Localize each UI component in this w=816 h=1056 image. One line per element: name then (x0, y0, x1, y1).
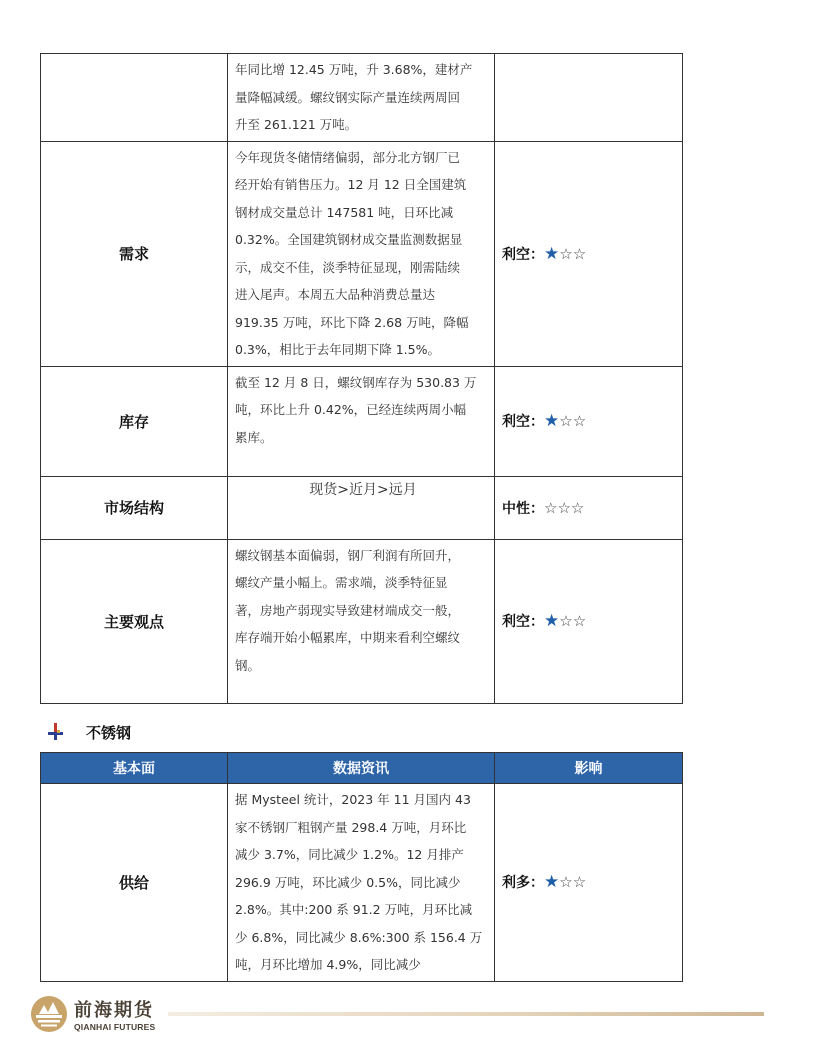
rebar-analysis-table (40, 53, 683, 704)
row-info: 截至 12 月 8 日，螺纹钢库存为 530.83 万 吨，环比上升 0.42%，已经连续两周小幅 累库。 (228, 366, 495, 476)
star-empty-icon: ☆☆ (559, 412, 587, 430)
section-title: 不锈钢 (86, 723, 132, 742)
row-label-supply: 供给 (41, 784, 228, 982)
logo-emblem-icon (30, 995, 68, 1033)
row-label-main-view: 主要观点 (41, 539, 228, 703)
star-filled-icon: ★ (544, 411, 560, 431)
row-label-inventory: 库存 (41, 366, 228, 476)
impact-keyword: 利空： (502, 414, 544, 430)
stainless-analysis-table (40, 752, 683, 982)
row-info: 螺纹钢基本面偏弱，钢厂利润有所回升， 螺纹产量小幅上。需求端，淡季特征显 著，房地产弱现实导致建材端成交一般， 库存端开始小幅累库，中期来看利空螺纹 钢。 (228, 539, 495, 703)
row-info: 据 Mysteel 统计，2023 年 11 月国内 43 家不锈钢厂粗钢产量 298.4 万吨，月环比 减少 3.7%，同比减少 1.2%。12 月排产 296.9 万吨，环比减少 0.5%，同比减少 2.8%。其中:200 系 91.2 万吨，月环比减 少 6.8%，同比减少 8.6%:300 系 156.4 万 吨，月环比增加 4.9%，同比减少 (228, 784, 495, 982)
table-row (41, 141, 683, 366)
table-row (41, 366, 683, 476)
row-label-market-structure: 市场结构 (41, 476, 228, 539)
logo-english-name: QIANHAI FUTURES (74, 1022, 156, 1032)
row-info: 现货>近月>远月 (228, 476, 495, 539)
row-impact (495, 784, 683, 982)
star-empty-icon: ☆☆ (559, 873, 587, 892)
row-info: 年同比增 12.45 万吨，升 3.68%，建材产 量降幅减缓。螺纹钢实际产量连续两周回 升至 261.121 万吨。 (228, 54, 495, 142)
star-empty-icon: ☆☆ (559, 244, 587, 263)
bullet-marker-icon (48, 723, 64, 741)
table-row (41, 784, 683, 982)
table-row (41, 54, 683, 142)
row-label (41, 54, 228, 142)
impact-keyword: 利空： (502, 246, 544, 263)
row-impact (495, 54, 683, 142)
table-row (41, 539, 683, 703)
column-header-fundamentals: 基本面 (41, 753, 228, 784)
star-filled-icon: ★ (544, 243, 560, 264)
table-row (41, 476, 683, 539)
row-info: 今年现货冬储情绪偏弱，部分北方钢厂已 经开始有销售压力。12 月 12 日全国建筑 钢材成交量总计 147581 吨，日环比减 0.32%。全国建筑钢材成交量监测数据显 示，成交不佳，淡季特征显现，刚需陆续 进入尾声。本周五大品种消费总量达 919.35 万吨，环比下降 2.68 万吨，降幅 0.3%，相比于去年同期下降 1.5%。 (228, 141, 495, 366)
column-header-data: 数据资讯 (228, 753, 495, 784)
section-heading (48, 720, 131, 744)
star-filled-icon: ★ (544, 872, 560, 893)
row-impact (495, 141, 683, 366)
star-filled-icon: ★ (544, 611, 560, 631)
row-impact (495, 366, 683, 476)
star-empty-icon: ☆☆☆ (544, 498, 585, 517)
impact-keyword: 中性： (502, 500, 544, 517)
row-impact (495, 476, 683, 539)
star-empty-icon: ☆☆ (559, 612, 587, 630)
logo-chinese-name: 前海期货 (74, 1000, 154, 1021)
row-label-demand: 需求 (41, 141, 228, 366)
impact-keyword: 利空： (502, 614, 544, 630)
impact-keyword: 利多： (502, 875, 544, 892)
company-logo (30, 992, 170, 1036)
row-impact (495, 539, 683, 703)
table-header-row (41, 753, 683, 784)
column-header-impact: 影响 (495, 753, 683, 784)
footer-divider (168, 1012, 764, 1016)
